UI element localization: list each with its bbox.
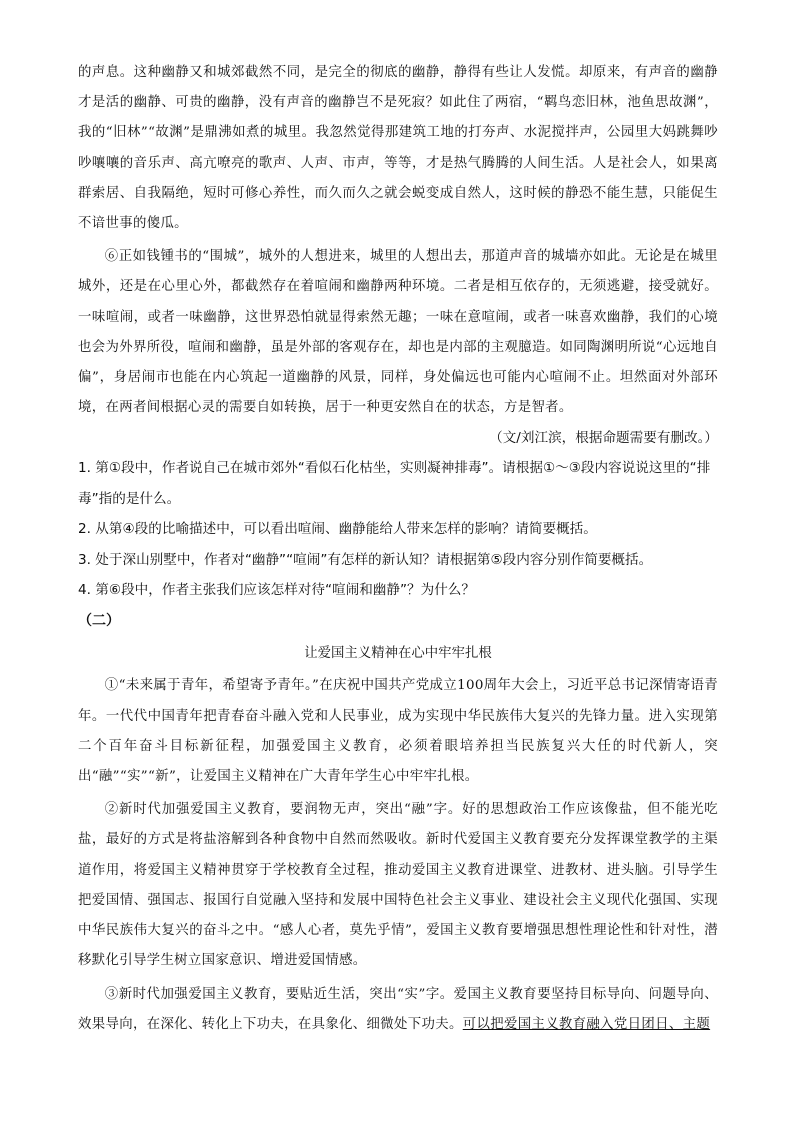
underlined-sentence: 可以把爱国主义教育融入党日团日、主题 bbox=[462, 1016, 711, 1032]
article-title: 让爱国主义精神在心中牢牢扎根 bbox=[304, 646, 492, 662]
article-paragraph-1: ①“未来属于青年，希望寄予青年。”在庆祝中国共产党成立100周年大会上，习近平总书记深情寄语青年。一代代中国青年把青春奋斗融入党和人民事业，成为实现中华民族伟大复兴的先锋力量。进入实现第二个百年奋斗目标新征程，加强爱国主义教育，必须着眼培养担当民族复兴大任的时代新人，突出“融”“实”“新”，让爱国主义精神在广大青年学生心中牢牢扎根。 bbox=[78, 678, 718, 785]
question-1: 1. 第①段中，作者说自己在城市郊外“看似石化枯坐，实则凝神排毒”。请根据①～③段内容说说这里的“排毒”指的是什么。 bbox=[78, 460, 711, 507]
article-paragraph-3 bbox=[78, 980, 718, 1040]
question-4: 4. 第⑥段中，作者主张我们应该怎样对待“喧闹和幽静”？为什么？ bbox=[78, 582, 475, 599]
question-list bbox=[78, 453, 718, 605]
question-2: 2. 从第④段的比喻描述中，可以看出喧闹、幽静能给人带来怎样的影响？请简要概括。 bbox=[78, 521, 597, 538]
source-note: （文/刘江滨，根据命题需要有删改。） bbox=[489, 430, 718, 447]
passage-paragraph-6: ⑥正如钱锺书的“围城”，城外的人想进来，城里的人想出去，那道声音的城墙亦如此。无论是在城里城外，还是在心里心外，都截然存在着喧闹和幽静两种环境。二者是相互依存的，无须逃避，接受就好。一味喧闹，或者一味幽静，这世界恐怕就显得索然无趣；一味在意喧闹，或者一味喜欢幽静，我们的心境也会为外界所役，喧闹和幽静，虽是外部的客观存在，却也是内部的主观臆造。如同陶渊明所说“心远地自偏”，身居闹市也能在内心筑起一道幽静的风景，同样，身处偏远也可能内心喧闹不止。坦然面对外部环境，在两者间根据心灵的需要自如转换，居于一种更安然自在的状态，方是智者。 bbox=[78, 249, 718, 416]
article-paragraph-2: ②新时代加强爱国主义教育，要润物无声，突出“融”字。好的思想政治工作应该像盐，但不能光吃盐，最好的方式是将盐溶解到各种食物中自然而然吸收。新时代爱国主义教育要充分发挥课堂教学的主渠道作用，将爱国主义精神贯穿于学校教育全过程，推动爱国主义教育进课堂、进教材、进头脑。引导学生把爱国情、强国志、报国行自觉融入坚持和发展中国特色社会主义事业、建设社会主义现代化强国、实现中华民族伟大复兴的奋斗之中。“感人心者，莫先乎情”，爱国主义教育要增强思想性理论性和针对性，潜移默化引导学生树立国家意识、增进爱国情感。 bbox=[78, 802, 718, 969]
passage-paragraph-continued: 的声息。这种幽静又和城郊截然不同，是完全的彻底的幽静，静得有些让人发慌。却原来，有声音的幽静才是活的幽静、可贵的幽静，没有声音的幽静岂不是死寂？如此住了两宿，“羁鸟恋旧林，池鱼思故渊”，我的“旧林”“故渊”是鼎沸如煮的城里。我忽然觉得那建筑工地的打夯声、水泥搅拌声，公园里大妈跳舞吵吵嚷嚷的音乐声、高亢嘹亮的歌声、人声、市声，等等，才是热气腾腾的人间生活。人是社会人，如果离群索居、自我隔绝，短时可修心养性，而久而久之就会蜕变成自然人，这时候的静恐不能生慧，只能促生不谙世事的傻瓜。 bbox=[78, 65, 718, 232]
article-paragraph-3-text: ③新时代加强爱国主义教育，要贴近生活，突出“实”字。爱国主义教育要坚持目标导向、问题导向、效果导向，在深化、转化上下功夫，在具象化、细微处下功夫。 bbox=[78, 986, 718, 1032]
section-label: （二） bbox=[78, 613, 120, 630]
document-page bbox=[78, 58, 718, 1040]
question-3: 3. 处于深山别墅中，作者对“幽静”“喧闹”有怎样的新认知？请根据第⑤段内容分别作简要概括。 bbox=[78, 551, 653, 568]
